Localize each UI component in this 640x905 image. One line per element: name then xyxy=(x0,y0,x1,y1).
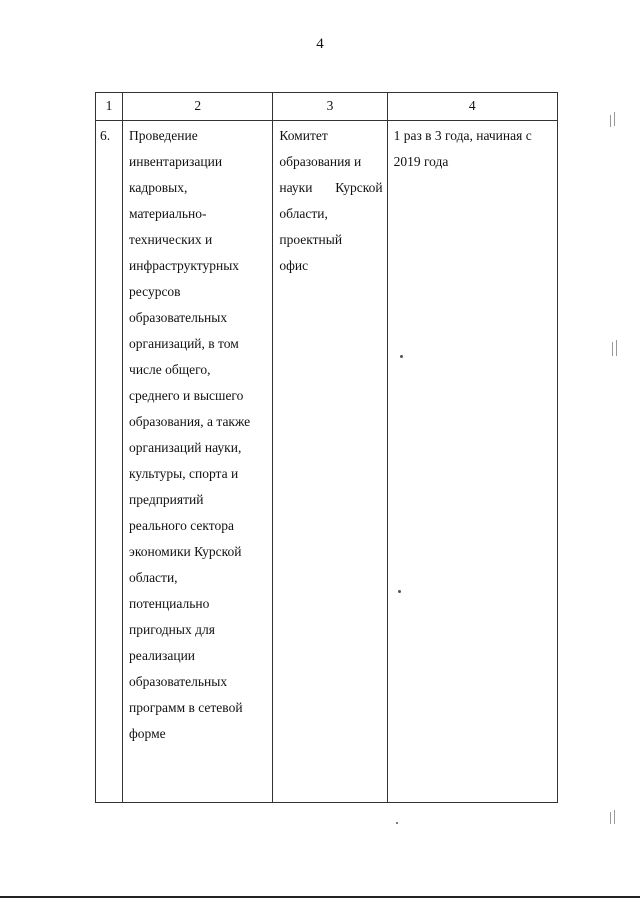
activity-line: экономики Курской xyxy=(129,544,242,559)
activity-line: технических и xyxy=(129,232,213,247)
deadline-line: 2019 года xyxy=(393,154,449,169)
activity-line: предприятий xyxy=(129,492,204,507)
deadline-cell xyxy=(387,121,557,803)
activity-line: форме xyxy=(129,726,166,741)
bottom-scan-edge xyxy=(0,896,640,898)
scan-edge-mark xyxy=(610,812,611,824)
deadline-line: 1 раз в 3 года, начиная с xyxy=(393,128,532,143)
responsible-line: офис xyxy=(279,258,309,273)
table-row xyxy=(96,121,558,803)
scan-speck xyxy=(398,590,401,593)
activity-line: образовательных xyxy=(129,674,228,689)
responsible-line xyxy=(279,175,382,201)
header-cell-3: 3 xyxy=(273,93,387,121)
activity-line: потенциально xyxy=(129,596,210,611)
activity-line: реального сектора xyxy=(129,518,235,533)
activity-line: числе общего, xyxy=(129,362,211,377)
page-number: 4 xyxy=(316,36,324,52)
activity-line: инвентаризации xyxy=(129,154,223,169)
activity-line: организаций науки, xyxy=(129,440,242,455)
scan-speck xyxy=(400,355,403,358)
scan-edge-mark xyxy=(612,342,613,356)
header-cell-2: 2 xyxy=(123,93,273,121)
responsible-line: проектный xyxy=(279,232,343,247)
activity-line: кадровых, xyxy=(129,180,188,195)
header-cell-4: 4 xyxy=(387,93,557,121)
header-cell-1: 1 xyxy=(96,93,123,121)
responsible-cell xyxy=(273,121,387,803)
activity-line: ресурсов xyxy=(129,284,181,299)
responsible-word: Курской xyxy=(335,180,383,195)
activity-line: образования, а также xyxy=(129,414,251,429)
scan-speck xyxy=(396,822,398,824)
activity-line: реализации xyxy=(129,648,196,663)
activity-line: инфраструктурных xyxy=(129,258,240,273)
activity-line: программ в сетевой xyxy=(129,700,243,715)
scan-edge-mark xyxy=(610,115,611,127)
activity-line: организаций, в том xyxy=(129,336,239,351)
row-number-cell xyxy=(96,121,123,803)
row-number: 6. xyxy=(100,128,111,143)
activity-cell xyxy=(123,121,273,803)
activity-line: области, xyxy=(129,570,178,585)
activity-line: образовательных xyxy=(129,310,228,325)
activity-line: культуры, спорта и xyxy=(129,466,239,481)
plan-table xyxy=(95,92,558,803)
responsible-word: науки xyxy=(279,180,313,195)
activity-line: Проведение xyxy=(129,128,198,143)
table-header-row xyxy=(96,93,558,121)
scan-edge-mark xyxy=(614,810,615,824)
responsible-line: образования и xyxy=(279,154,362,169)
responsible-line: области, xyxy=(279,206,328,221)
responsible-line: Комитет xyxy=(279,128,328,143)
activity-line: среднего и высшего xyxy=(129,388,244,403)
activity-line: пригодных для xyxy=(129,622,215,637)
activity-line: материально- xyxy=(129,206,207,221)
scan-edge-mark xyxy=(614,112,615,126)
scan-edge-mark xyxy=(616,340,617,356)
